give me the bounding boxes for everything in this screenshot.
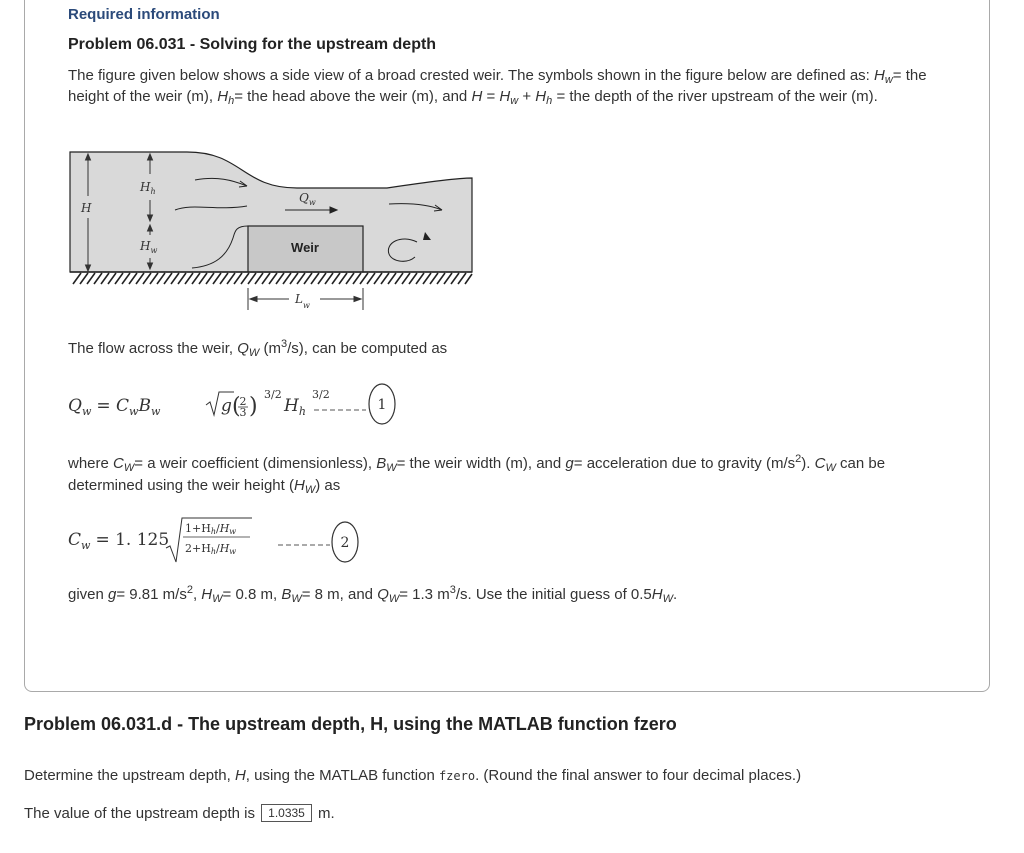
hh-symbol: $H_h$ xyxy=(140,180,156,196)
part-d-title: Problem 06.031.d - The upstream depth, H, using the MATLAB function fzero xyxy=(24,714,677,734)
answer-field[interactable]: 1.0335 xyxy=(261,804,312,822)
required-info-heading: Required information xyxy=(68,6,220,23)
answer-unit: m. xyxy=(318,805,335,822)
svg-text:3/2: 3/2 xyxy=(264,388,282,401)
svg-text:1: 1 xyxy=(377,397,387,413)
problem-title: Problem 06.031 - Solving for the upstream depth xyxy=(68,36,437,53)
equation-2 xyxy=(66,512,386,572)
weir-figure xyxy=(67,148,475,313)
svg-text:2: 2 xyxy=(340,535,350,551)
svg-text:Qw= CwBw: $Q_w = C_wB_w$ xyxy=(68,396,161,418)
h-symbol: H xyxy=(81,201,92,215)
svg-text:3/2: 3/2 xyxy=(312,388,330,401)
part-d-instructions: Determine the upstream depth, H, using the MATLAB function fzero. (Round the final answer to four decimal places.) xyxy=(24,767,802,784)
given-values: given g= 9.81 $m/s^2$, $H_W= 0.8$ m, $B_W= 8$ m, and $Q_W= 1.3$ $m^3/s$. Use the initial guess of $0.5H_W$. xyxy=(68,584,678,605)
answer-label: The value of the upstream depth is xyxy=(24,805,255,822)
svg-text:1+Hh/Hw: 1+Hh/Hw xyxy=(185,522,237,536)
svg-text:Hh: $H_h$ xyxy=(284,396,306,418)
svg-text:2+Hh/Hw: 2+Hh/Hw xyxy=(185,542,237,556)
svg-text:g: g xyxy=(221,396,232,416)
weir-label: Weir xyxy=(291,240,319,255)
svg-text:(: ( xyxy=(232,394,241,419)
equation-1 xyxy=(66,378,406,434)
flow-sentence: The flow across the weir, $Q_W$ $(m^3/s)$, can be computed as xyxy=(68,338,448,359)
intro-paragraph: The figure given below shows a side view of a broad crested weir. The symbols shown in the figure below are defined as: $H_w=$ the height of the weir (m), $H_h=$ the head above the weir (m), and $H = H_w + H_h$ = the depth of the river upstream of the weir (m). xyxy=(68,67,927,107)
svg-text:Cw= 1. 125: $C_w = 1$. 125 xyxy=(68,530,170,552)
lw-symbol: $L_w$ xyxy=(295,292,310,310)
answer-row xyxy=(24,804,335,822)
hw-symbol: $H_w$ xyxy=(140,239,158,255)
ground-hatch xyxy=(73,273,472,284)
svg-text:3: 3 xyxy=(239,406,247,419)
qw-symbol: $Q_w$ xyxy=(299,191,316,207)
where-paragraph: where $C_W= a$ weir coefficient (dimensionless), $B_W=$ the weir width (m), and g= acceleration due to gravity $(m/s^2)$. $C_W$ can be determined using the weir height $(H_W)$ as xyxy=(68,453,886,496)
svg-text:2: 2 xyxy=(239,395,247,408)
svg-text:): ) xyxy=(249,394,258,419)
